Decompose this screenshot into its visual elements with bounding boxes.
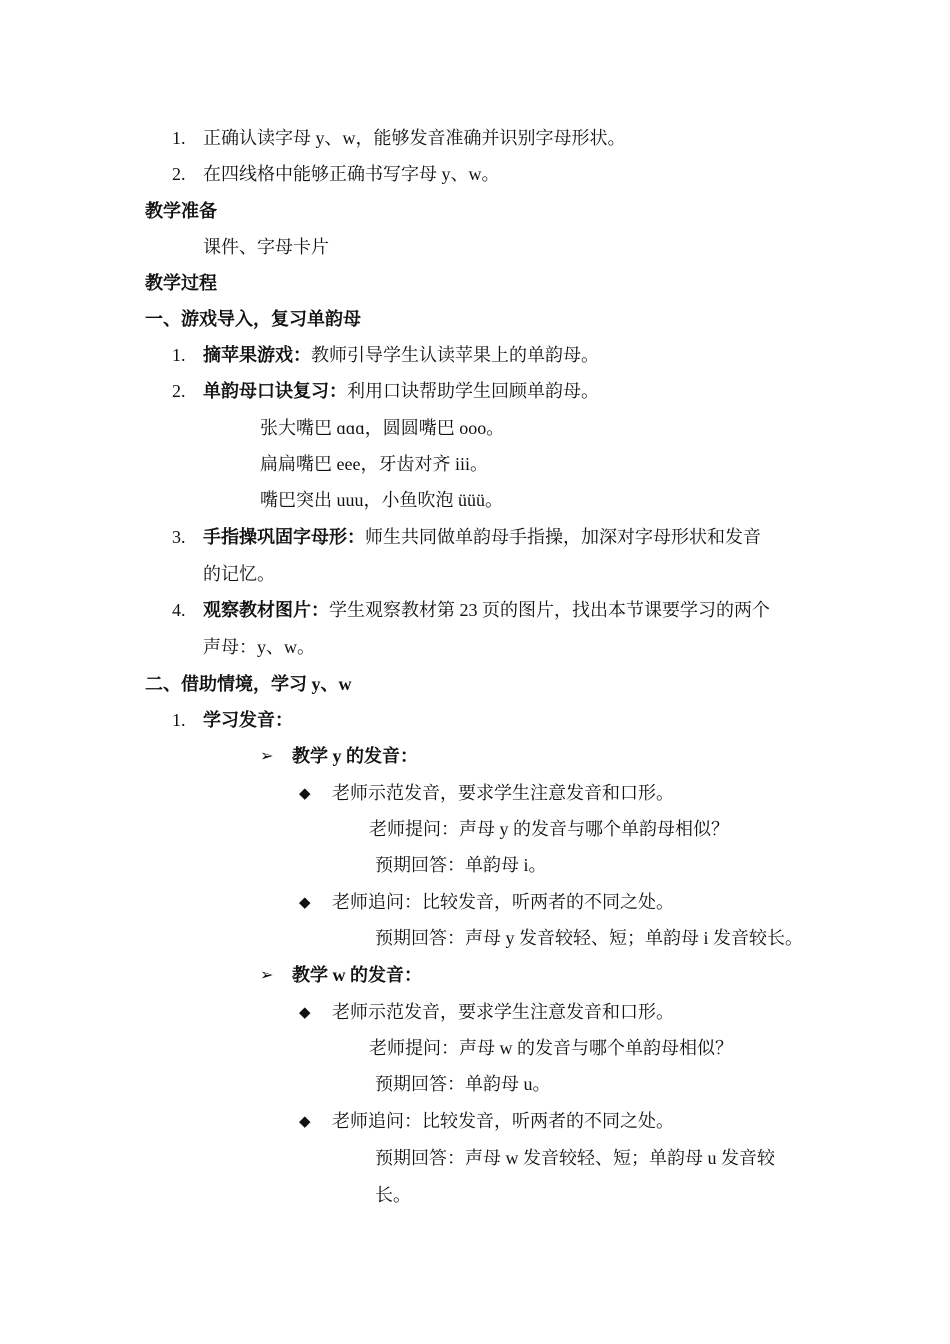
objective-2-text: 在四线格中能够正确书写字母 y、w。 [203, 164, 500, 184]
arrow-bullet-icon: ➢ [260, 965, 274, 984]
teach-y-question: 老师提问：声母 y 的发音与哪个单韵母相似？ [369, 819, 729, 839]
section1-heading: 一、游戏导入，复习单韵母 [145, 309, 361, 329]
teach-w-answer-1: 预期回答：单韵母 u。 [375, 1074, 551, 1094]
diamond-bullet-icon: ◆ [299, 1003, 311, 1021]
diamond-bullet-icon: ◆ [299, 784, 311, 802]
s1-item3-title: 手指操巩固字母形： [203, 527, 365, 547]
s1-item1-number: 1. [172, 345, 186, 365]
teach-w-demo: 老师示范发音，要求学生注意发音和口形。 [332, 1002, 674, 1022]
s1-item4-title: 观察教材图片： [203, 600, 329, 620]
s1-item3-text: 师生共同做单韵母手指操，加深对字母形状和发音 [365, 527, 761, 547]
s1-item3-text-cont: 的记忆。 [203, 564, 275, 584]
s1-item4-text-cont: 声母：y、w。 [203, 637, 315, 657]
s1-item4 [203, 599, 770, 621]
teach-w-answer-2: 预期回答：声母 w 发音较轻、短；单韵母 u 发音较 [375, 1148, 775, 1168]
chant-line-1: 张大嘴巴 ɑɑɑ，圆圆嘴巴 ooo。 [260, 418, 505, 438]
s1-item4-text: 学生观察教材第 23 页的图片，找出本节课要学习的两个 [329, 600, 770, 620]
s1-item2-title: 单韵母口诀复习： [203, 381, 347, 401]
s1-item1 [203, 344, 599, 366]
teach-w-title: 教学 w 的发音： [292, 965, 422, 985]
s1-item3 [203, 526, 761, 548]
objective-2-number: 2. [172, 164, 186, 184]
s1-item2 [203, 380, 599, 402]
teach-w-answer-2-cont: 长。 [375, 1185, 411, 1205]
objective-1-text: 正确认读字母 y、w，能够发音准确并识别字母形状。 [203, 128, 626, 148]
s1-item4-number: 4. [172, 600, 186, 620]
s1-item1-text: 教师引导学生认读苹果上的单韵母。 [311, 345, 599, 365]
s1-item2-number: 2. [172, 381, 186, 401]
prep-heading: 教学准备 [145, 201, 217, 221]
arrow-bullet-icon: ➢ [260, 746, 274, 765]
diamond-bullet-icon: ◆ [299, 1112, 311, 1130]
s1-item3-number: 3. [172, 527, 186, 547]
teach-y-demo: 老师示范发音，要求学生注意发音和口形。 [332, 783, 674, 803]
teach-y-followup: 老师追问：比较发音，听两者的不同之处。 [332, 892, 674, 912]
s1-item1-title: 摘苹果游戏： [203, 345, 311, 365]
s2-item1-number: 1. [172, 710, 186, 730]
teach-y-answer-1: 预期回答：单韵母 i。 [375, 855, 547, 875]
chant-line-3: 嘴巴突出 uuu，小鱼吹泡 üüü。 [260, 490, 503, 510]
teach-y-title: 教学 y 的发音： [292, 746, 418, 766]
teach-y-answer-2: 预期回答：声母 y 发音较轻、短；单韵母 i 发音较长。 [375, 928, 803, 948]
prep-content: 课件、字母卡片 [203, 237, 329, 257]
objective-1-number: 1. [172, 128, 186, 148]
s1-item2-text: 利用口诀帮助学生回顾单韵母。 [347, 381, 599, 401]
teach-w-followup: 老师追问：比较发音，听两者的不同之处。 [332, 1111, 674, 1131]
chant-line-2: 扁扁嘴巴 eee，牙齿对齐 iii。 [260, 454, 488, 474]
section2-heading: 二、借助情境，学习 y、w [145, 674, 352, 694]
process-heading: 教学过程 [145, 273, 217, 293]
diamond-bullet-icon: ◆ [299, 893, 311, 911]
s2-item1-title: 学习发音： [203, 710, 293, 730]
teach-w-question: 老师提问：声母 w 的发音与哪个单韵母相似？ [369, 1038, 733, 1058]
